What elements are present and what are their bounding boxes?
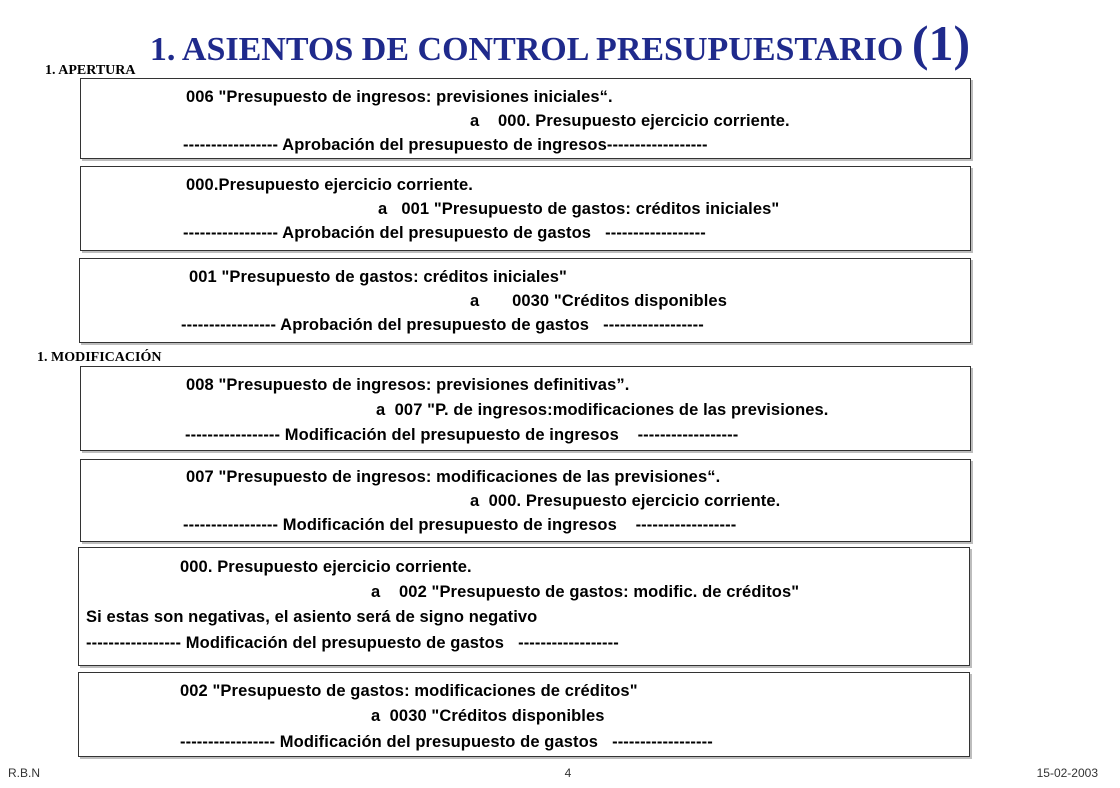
footer-date: 15-02-2003 xyxy=(1036,766,1098,780)
entry-credit-line: a 007 "P. de ingresos:modificaciones de las previsiones. xyxy=(376,401,829,419)
entry-description-line: ----------------- Modificación del presupuesto de ingresos ------------------ xyxy=(185,426,739,444)
section-label-apertura: 1. APERTURA xyxy=(45,63,136,78)
page-title-main: 1. ASIENTOS DE CONTROL PRESUPUESTARIO xyxy=(149,31,904,68)
entry-debit-line: 008 "Presupuesto de ingresos: previsiones definitivas”. xyxy=(186,376,630,394)
entry-credit-line: a 000. Presupuesto ejercicio corriente. xyxy=(470,112,790,130)
entry-credit-line: a 001 "Presupuesto de gastos: créditos iniciales" xyxy=(378,200,780,218)
section-label-modificacion: 1. MODIFICACIÓN xyxy=(37,350,162,365)
entry-description-line: ----------------- Aprobación del presupuesto de gastos ------------------ xyxy=(181,316,704,334)
entry-note-line: Si estas son negativas, el asiento será de signo negativo xyxy=(86,608,538,626)
entry-debit-line: 002 "Presupuesto de gastos: modificaciones de créditos" xyxy=(180,682,638,700)
entry-debit-line: 000.Presupuesto ejercicio corriente. xyxy=(186,176,473,194)
entry-debit-line: 000. Presupuesto ejercicio corriente. xyxy=(180,558,472,576)
entry-credit-line: a 0030 "Créditos disponibles xyxy=(470,292,727,310)
entry-credit-line: a 0030 "Créditos disponibles xyxy=(371,707,605,725)
entry-credit-line: a 000. Presupuesto ejercicio corriente. xyxy=(470,492,781,510)
page-title-number: (1) xyxy=(911,15,971,71)
entry-debit-line: 006 "Presupuesto de ingresos: previsiones iniciales“. xyxy=(186,88,613,106)
entry-credit-line: a 002 "Presupuesto de gastos: modific. de créditos" xyxy=(371,583,800,601)
footer-author: R.B.N xyxy=(8,766,41,780)
entry-description-line: ----------------- Modificación del presupuesto de gastos ------------------ xyxy=(180,733,713,751)
entry-description-line: ----------------- Modificación del presupuesto de gastos ------------------ xyxy=(86,634,619,652)
page-title xyxy=(0,14,1120,79)
entry-description-line: ----------------- Aprobación del presupuesto de gastos ------------------ xyxy=(183,224,706,242)
entry-debit-line: 007 "Presupuesto de ingresos: modificaciones de las previsiones“. xyxy=(186,468,721,486)
entry-debit-line: 001 "Presupuesto de gastos: créditos iniciales" xyxy=(189,268,567,286)
entry-description-line: ----------------- Aprobación del presupuesto de ingresos------------------ xyxy=(183,136,708,154)
footer-page-number: 4 xyxy=(564,766,572,780)
entry-description-line: ----------------- Modificación del presupuesto de ingresos ------------------ xyxy=(183,516,737,534)
